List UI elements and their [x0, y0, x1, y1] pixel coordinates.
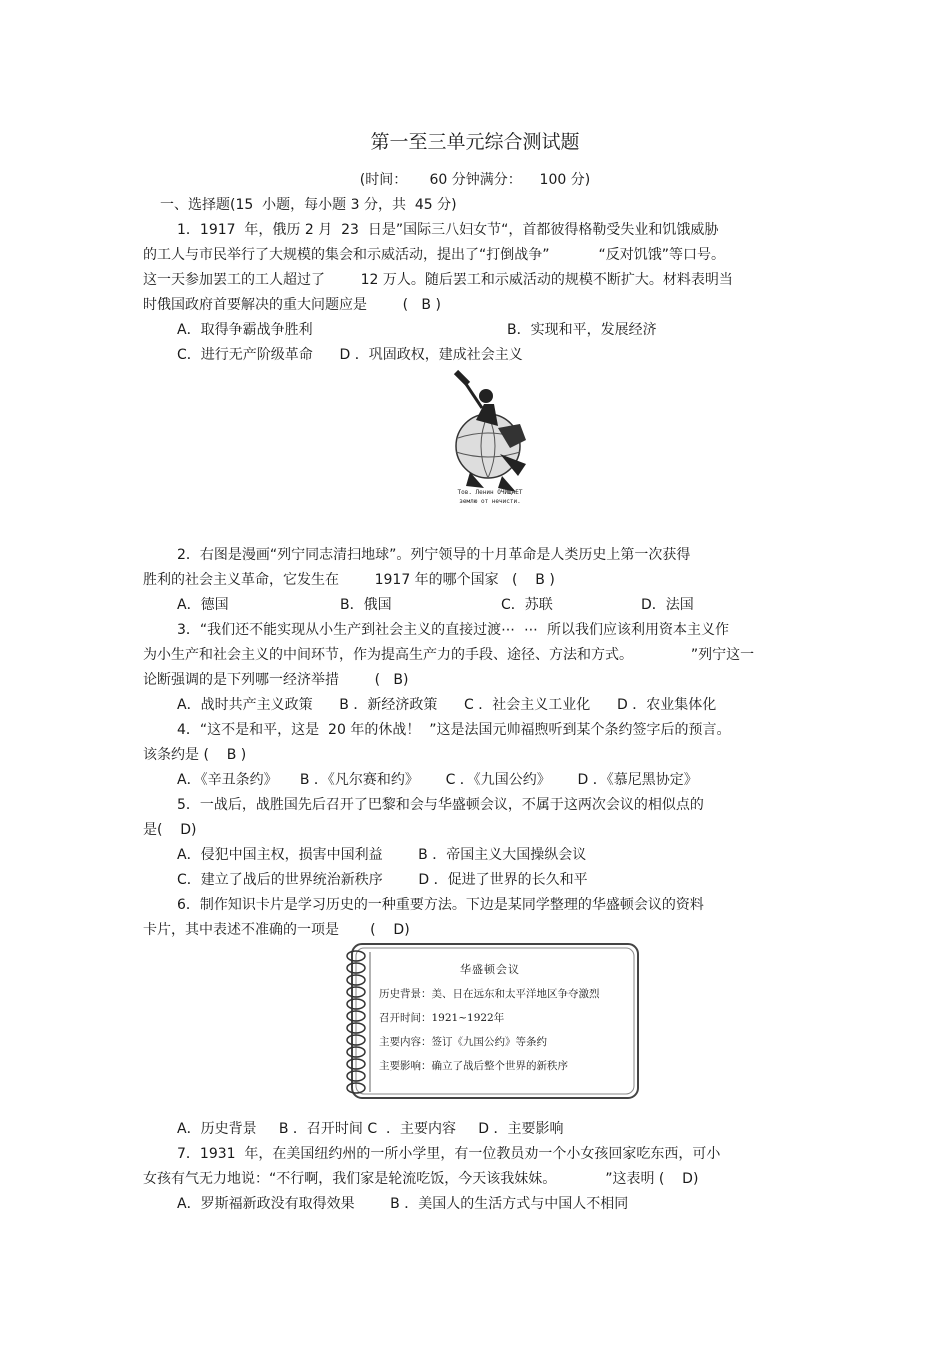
q1-line: 时俄国政府首要解决的重大问题应是 ( B ) — [143, 297, 441, 313]
section-heading: 一、选择题(15 小题，每小题 3 分，共 45 分) — [160, 197, 457, 213]
q2-option: D．法国 — [641, 597, 694, 613]
card-title: 华盛顿会议 — [460, 963, 520, 976]
page-subtitle: (时间： 60 分钟满分： 100 分) — [359, 172, 591, 188]
lenin-cartoon-image — [440, 368, 540, 510]
q5-line: 5．一战后，战胜国先后召开了巴黎和会与华盛顿会议，不属于这两次会议的相似点的 — [177, 797, 704, 813]
q2-line: 胜利的社会主义革命，它发生在 1917 年的哪个国家 ( B ) — [143, 572, 555, 588]
q6-line: 6．制作知识卡片是学习历史的一种重要方法。下边是某同学整理的华盛顿会议的资料 — [177, 897, 704, 913]
cartoon-caption: землю от нечисти. — [459, 498, 521, 505]
cartoon-caption: Тов. Ленин ОЧИЩАЕТ — [457, 489, 523, 496]
q2-option: B．俄国 — [340, 597, 392, 613]
q4-options: A．《辛丑条约》 B ．《凡尔赛和约》 C ．《九国公约》 D ．《慕尼黑协定》 — [177, 772, 698, 788]
q4-line: 该条约是 ( B ) — [143, 747, 247, 763]
q2-option: A．德国 — [177, 597, 229, 613]
q5-option: A．侵犯中国主权，损害中国利益 B ．帝国主义大国操纵会议 — [177, 847, 587, 863]
q2-line: 2．右图是漫画“列宁同志清扫地球”。列宁领导的十月革命是人类历史上第一次获得 — [177, 547, 691, 563]
q7-line: 7．1931 年，在美国纽约州的一所小学里，有一位教员劝一个小女孩回家吃东西，可小 — [177, 1146, 721, 1162]
q1-line: 的工人与市民举行了大规模的集会和示威活动，提出了“打倒战争” “反对饥饿”等口号。 — [143, 247, 725, 263]
q5-option: C．建立了战后的世界统治新秩序 D ．促进了世界的长久和平 — [177, 872, 588, 888]
card-row: 历史背景：美、日在远东和太平洋地区争夺激烈 — [379, 988, 600, 1000]
q1-option: B．实现和平，发展经济 — [507, 322, 657, 338]
q3-line: 3．“我们还不能实现从小生产到社会主义的直接过渡⋯ ⋯ 所以我们应该利用资本主义作 — [177, 622, 729, 638]
q3-options: A．战时共产主义政策 B ．新经济政策 C ．社会主义工业化 D ．农业集体化 — [177, 697, 717, 713]
card-row: 主要内容：签订《九国公约》等条约 — [379, 1036, 547, 1048]
q1-option: A．取得争霸战争胜利 — [177, 322, 313, 338]
q6-line: 卡片，其中表述不准确的一项是 ( D) — [143, 922, 410, 938]
q3-line: 论断强调的是下列哪一经济举措 ( B) — [143, 672, 409, 688]
q2-option: C．苏联 — [501, 597, 553, 613]
q7-option: A．罗斯福新政没有取得效果 B ．美国人的生活方式与中国人不相同 — [177, 1196, 629, 1212]
q6-options: A．历史背景 B ．召开时间 C ．主要内容 D ．主要影响 — [177, 1121, 564, 1137]
q3-line: 为小生产和社会主义的中间环节，作为提高生产力的手段、途径、方法和方式。 ”列宁这一 — [143, 647, 755, 663]
q1-option: C．进行无产阶级革命 D ．巩固政权，建成社会主义 — [177, 347, 523, 363]
page-title: 第一至三单元综合测试题 — [370, 131, 580, 153]
q1-line: 1．1917 年，俄历 2 月 23 日是”国际三八妇女节“，首都彼得格勒受失业和饥饿威胁 — [177, 222, 719, 238]
q4-line: 4．“这不是和平，这是 20 年的休战！ ”这是法国元帅福煦听到某个条约签字后的预言。 — [177, 722, 731, 738]
card-row: 主要影响：确立了战后整个世界的新秩序 — [379, 1060, 568, 1072]
q1-line: 这一天参加罢工的工人超过了 12 万人。随后罢工和示威活动的规模不断扩大。材料表明当 — [143, 272, 733, 288]
q7-line: 女孩有气无力地说：“不行啊，我们家是轮流吃饭，今天该我妹妹。 ”这表明 ( D) — [143, 1171, 699, 1187]
q5-line: 是( D) — [143, 822, 197, 838]
card-row: 召开时间：1921~1922年 — [379, 1012, 505, 1024]
